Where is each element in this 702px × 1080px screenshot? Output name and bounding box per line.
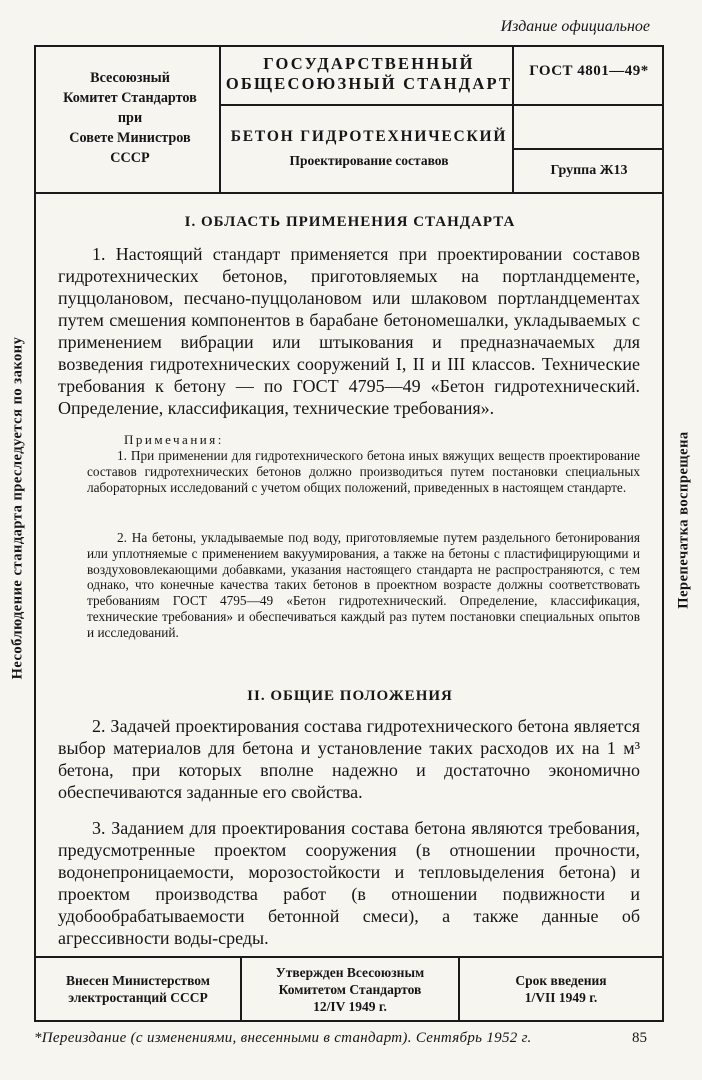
gost-number: ГОСТ 4801—49* <box>529 63 649 79</box>
group-label: Группа Ж13 <box>550 163 628 178</box>
reprint-note: *Переиздание (с изменениями, внесенными в стандарт). Сентябрь 1952 г. <box>34 1030 532 1046</box>
header-bottom-rule <box>34 192 664 194</box>
standard-title-line: ГОСУДАРСТВЕННЫЙ <box>263 54 475 73</box>
paragraph-1: 1. Настоящий стандарт применяется при проектировании составов гидротехнических бетонов, приготовляемых на портландцементе, пуццолановом, песчано-пуццолановом или шлаковом портландцементах путем смешения компонентов в барабане бетономешалки, укладываемых с применением вибрации или штыкования и предназначаемых для возведения гидротехнических сооружений I, II и III классов. Технические требования к бетону — по ГОСТ 4795—49 «Бетон гидротехнический. Определение, классификация, технические требования». <box>58 244 640 418</box>
committee-block <box>40 68 220 168</box>
note-1: 1. При применении для гидротехнического бетона иных вяжущих веществ проектирование составов гидротехнических бетонов должно производиться путем постановки специальных лабораторных исследований с учетом общих положений, приведенных в настоящем стандарте. <box>87 448 640 495</box>
document-title: БЕТОН ГИДРОТЕХНИЧЕСКИЙ <box>230 128 508 145</box>
footer-introduced <box>36 972 240 1006</box>
committee-line: СССР <box>110 150 150 166</box>
paragraph-3: 3. Заданием для проектирования состава бетона являются требования, предусмотренные проектом сооружения (в отношении прочности, водонепроницаемости, морозостойкости и тепловыделения бетона) и проектом производства работ (в отношении подвижности и удобообрабатываемости бетонной смеси), а также данные об агрессивности воды-среды. <box>58 818 640 948</box>
footer-line: 12/IV 1949 г. <box>313 999 387 1014</box>
footer-line: 1/VII 1949 г. <box>524 990 598 1005</box>
committee-line: Совете Министров <box>69 130 191 146</box>
footer-line: Внесен Министерством <box>66 973 210 988</box>
notes-heading: Примечания: <box>124 432 224 447</box>
group-rule <box>512 148 664 150</box>
committee-line: при <box>117 110 143 126</box>
standard-title <box>224 54 514 94</box>
section-2-title: II. ОБЩИЕ ПОЛОЖЕНИЯ <box>247 688 453 704</box>
committee-line: Всесоюзный <box>90 70 170 86</box>
committee-line: Комитет Стандартов <box>63 90 197 106</box>
edition-label: Издание официальное <box>500 18 650 35</box>
document-subtitle: Проектирование составов <box>289 153 449 168</box>
note-2: 2. На бетоны, укладываемые под воду, приготовляемые путем раздельного бетонирования или уплотняемые с применением вакуумирования, а также на бетоны с пластифицирующими и воздухововлекающими добавками, указания настоящего стандарта не распространяются, с тем однако, что конечные качества таких бетонов в проектном возрасте должны соответствовать требованиям ГОСТ 4795—49 «Бетон гидротехнический. Определение, классификация, технические требования» и обеспечиваться каждый раз путем постановки специальных опытов и исследований. <box>87 530 640 640</box>
footer-line: Утвержден Всесоюзным <box>275 965 425 980</box>
header-mid-rule <box>219 104 664 106</box>
footer-line: Срок введения <box>515 973 607 988</box>
left-margin-text: Несоблюдение стандарта преследуется по закону <box>9 336 26 680</box>
footer-effective <box>460 972 662 1006</box>
page-number: 85 <box>632 1030 647 1046</box>
footer-line: электростанций СССР <box>68 990 208 1005</box>
section-1-title: I. ОБЛАСТЬ ПРИМЕНЕНИЯ СТАНДАРТА <box>184 214 516 230</box>
footer-right-border <box>662 956 664 1022</box>
right-margin-text: Перепечатка воспрещена <box>675 431 692 609</box>
footer-approved <box>242 964 458 1015</box>
standard-title-line: ОБЩЕСОЮЗНЫЙ СТАНДАРТ <box>225 74 513 93</box>
footer-bottom-rule <box>34 1020 664 1022</box>
footer-top-rule <box>34 956 664 958</box>
footer-line: Комитетом Стандартов <box>278 982 422 997</box>
paragraph-2: 2. Задачей проектирования состава гидротехнического бетона является выбор материалов для бетона и установление таких расходов их на 1 м³ бетона, при которых вполне надежно и достаточно экономично обеспечиваются заданные его свойства. <box>58 716 640 802</box>
